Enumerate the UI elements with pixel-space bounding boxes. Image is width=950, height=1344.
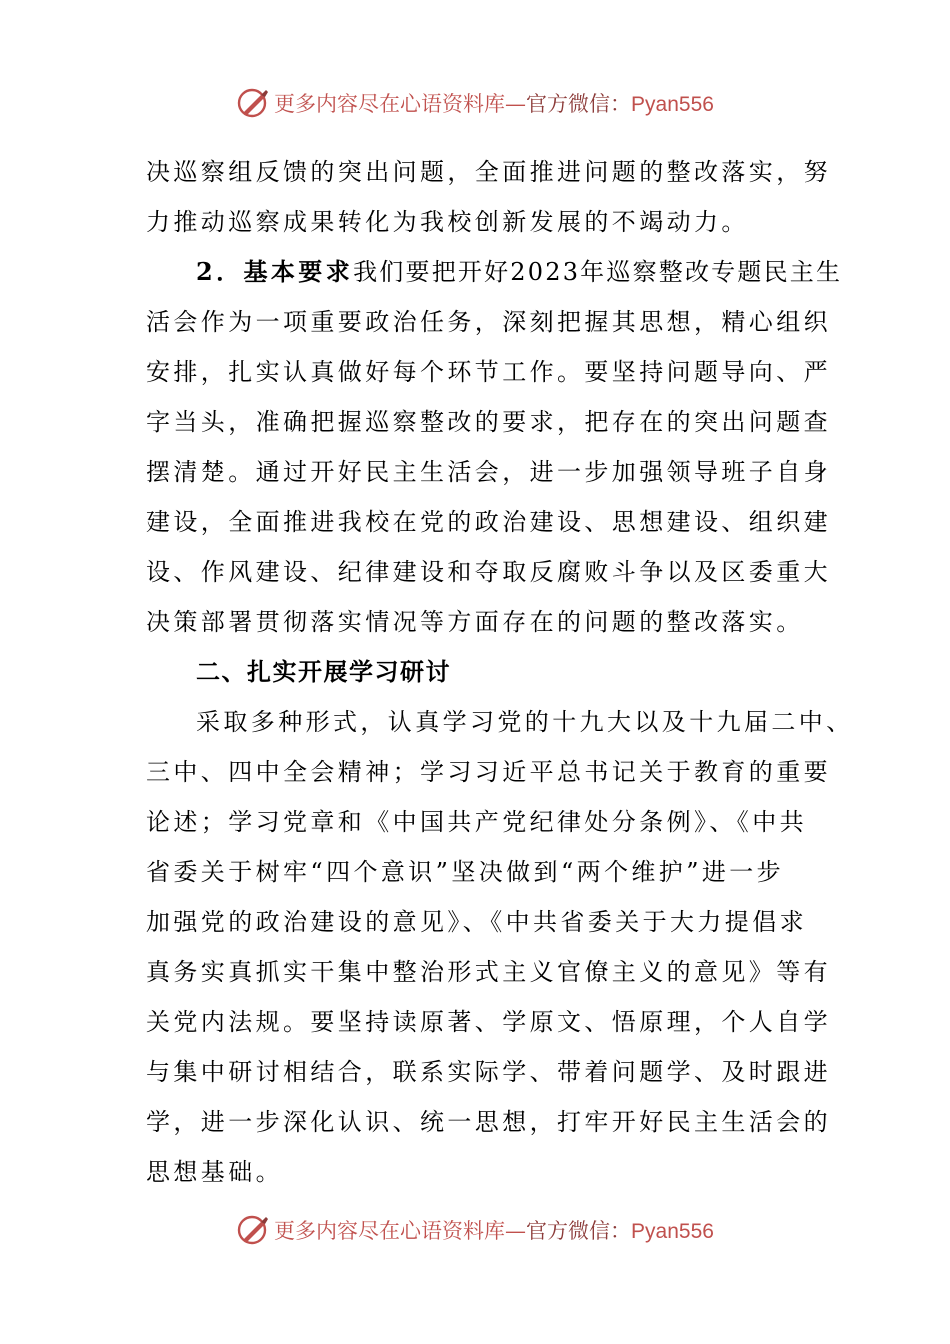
pen-logo-icon [236,86,270,120]
body-line-20: 学，进一步深化认识、统一思想，打牢开好民主生活会的 [146,1108,831,1136]
banner-text [274,88,714,118]
banner-main-text: 更多内容尽在心语资料库 [274,92,506,116]
body-line-18: 关党内法规。要坚持读原著、学原文、悟原理，个人自学 [146,1008,831,1036]
pen-logo-icon [236,1213,270,1247]
section-heading: 二、扎实开展学习研讨 [196,657,451,686]
item2-text: 我们要把开好2023年巡察整改专题民主生 [353,258,843,286]
banner-separator: — [505,92,527,116]
body-line-16: 加强党的政治建设的意见》、《中共省委关于大力提倡求 [146,908,807,936]
item2-line [196,257,842,287]
banner-wechat-id: Pyan556 [631,1220,714,1243]
body-line-13: 三中、四中全会精神；学习习近平总书记关于教育的重要 [146,758,831,786]
banner-wechat-label: 官方微信： [526,1219,632,1243]
footer-banner [0,1210,950,1250]
body-line-14: 论述；学习党章和《中国共产党纪律处分条例》、《中共 [146,808,807,836]
body-line-15: 省委关于树牢“四个意识”坚决做到“两个维护”进一步 [146,858,785,886]
body-line-2: 力推动巡察成果转化为我校创新发展的不竭动力。 [146,208,749,236]
body-line-9: 设、作风建设、纪律建设和夺取反腐败斗争以及区委重大 [146,558,831,586]
body-line-10: 决策部署贯彻落实情况等方面存在的问题的整改落实。 [146,608,804,636]
body-line-8: 建设，全面推进我校在党的政治建设、思想建设、组织建 [146,508,831,536]
body-line-7: 摆清楚。通过开好民主生活会，进一步加强领导班子自身 [146,458,831,486]
banner-main-text: 更多内容尽在心语资料库 [274,1219,506,1243]
banner-separator: — [505,1219,527,1243]
body-line-4: 活会作为一项重要政治任务，深刻把握其思想，精心组织 [146,308,831,336]
item2-label: 2．基本要求 [196,257,354,286]
body-line-21: 思想基础。 [146,1158,283,1186]
body-line-19: 与集中研讨相结合，联系实际学、带着问题学、及时跟进 [146,1058,831,1086]
body-line-6: 字当头，准确把握巡察整改的要求，把存在的突出问题查 [146,408,831,436]
banner-wechat-id: Pyan556 [631,93,714,116]
header-banner [0,83,950,123]
body-line-5: 安排，扎实认真做好每个环节工作。要坚持问题导向、严 [146,358,831,386]
banner-wechat-label: 官方微信： [526,92,632,116]
body-line-17: 真务实真抓实干集中整治形式主义官僚主义的意见》等有 [146,958,831,986]
banner-text [274,1215,714,1245]
body-line-1: 决巡察组反馈的突出问题，全面推进问题的整改落实，努 [146,158,831,186]
body-line-12: 采取多种形式，认真学习党的十九大以及十九届二中、 [196,708,854,736]
